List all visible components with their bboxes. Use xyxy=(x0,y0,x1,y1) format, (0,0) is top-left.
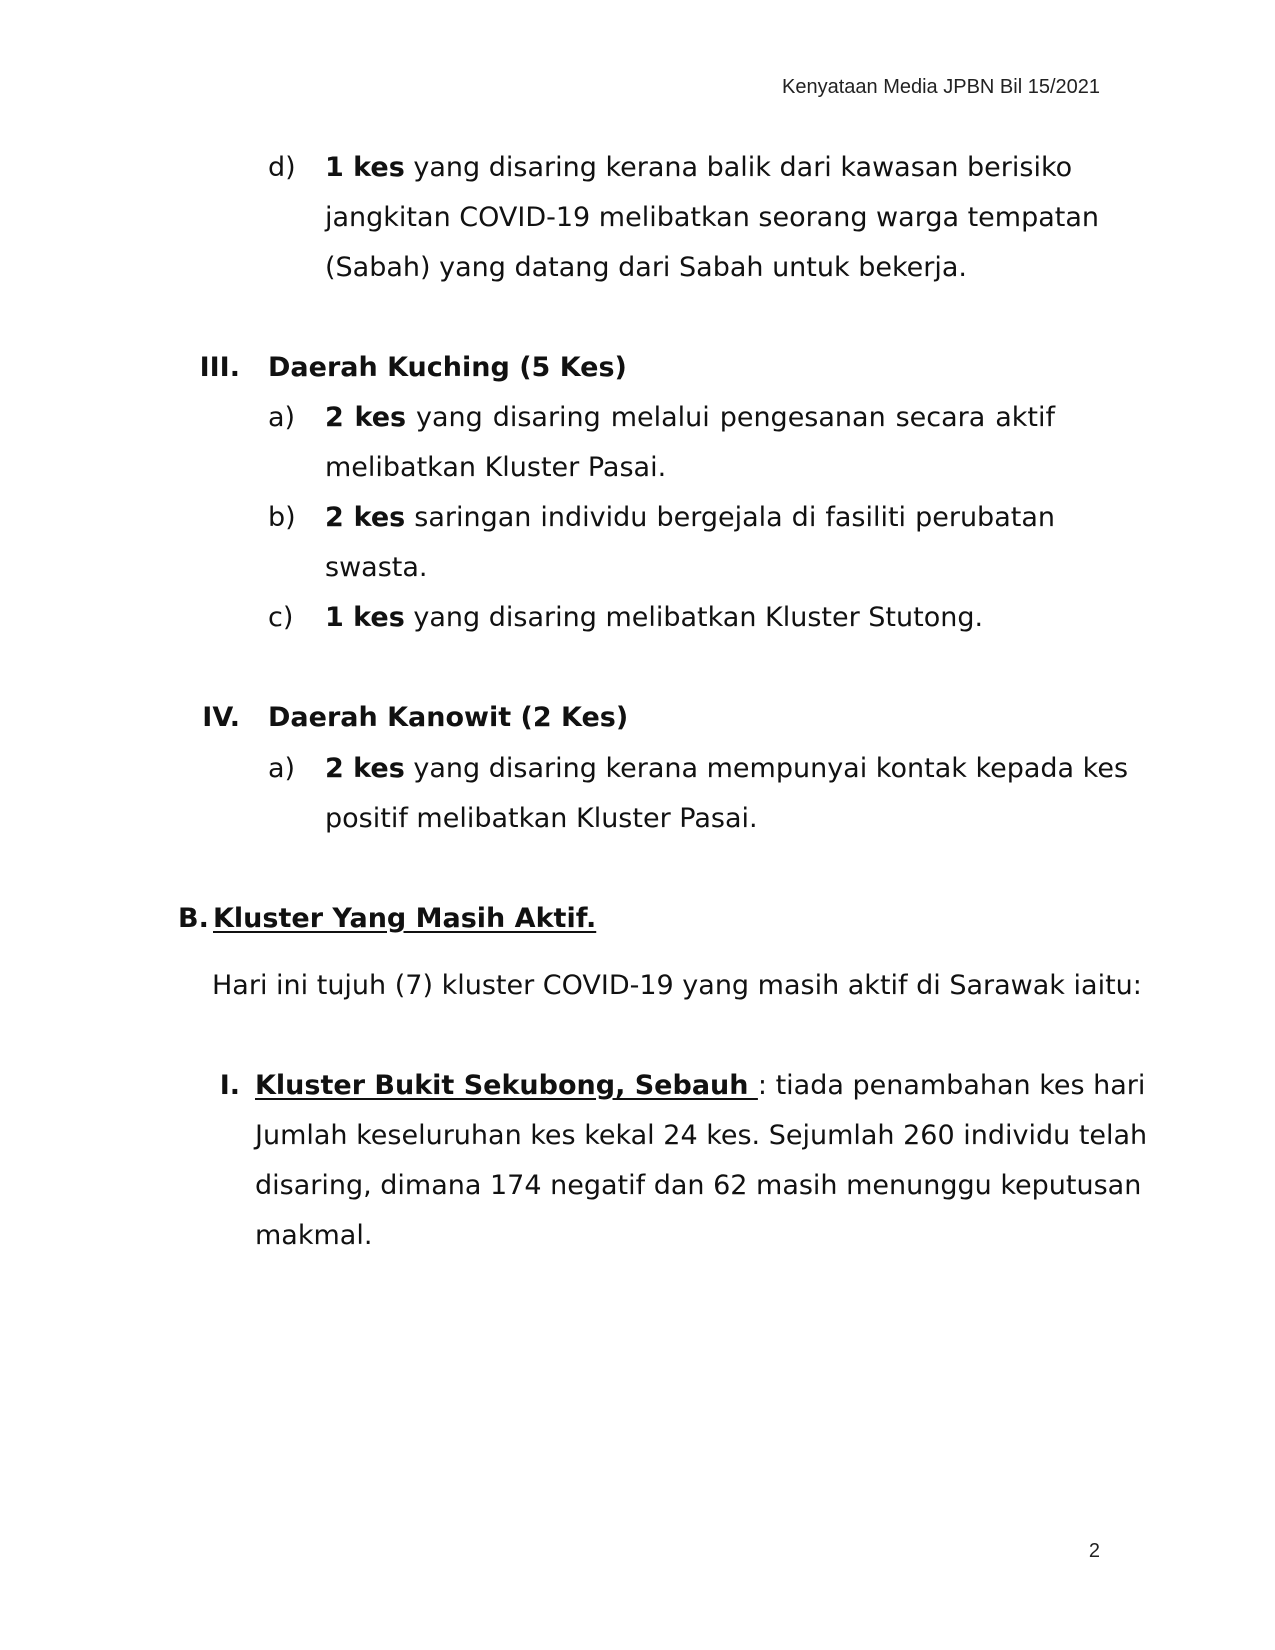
line-text: yang disaring melalui pengesanan secara aktif xyxy=(406,402,1055,433)
page-number: 2 xyxy=(1088,1540,1100,1562)
paragraph-line xyxy=(325,400,1055,436)
case-count: 1 kes xyxy=(325,152,405,183)
case-count: 2 kes xyxy=(325,402,407,433)
cluster-numeral: I. xyxy=(219,1070,240,1101)
paragraph-line: melibatkan Kluster Pasai. xyxy=(325,452,667,483)
section-letter: B. xyxy=(178,903,209,934)
item-marker: d) xyxy=(268,152,296,183)
paragraph-line: disaring, dimana 174 negatif dan 62 masih menunggu keputusan xyxy=(255,1170,1142,1201)
line-text: yang disaring melibatkan Kluster Stutong. xyxy=(404,602,984,633)
section-heading: Kluster Yang Masih Aktif. xyxy=(213,903,597,934)
paragraph-line: Jumlah keseluruhan kes kekal 24 kes. Sejumlah 260 individu telah xyxy=(255,1120,1148,1151)
case-count: 2 kes xyxy=(325,502,406,533)
paragraph-line xyxy=(325,751,1128,787)
line-text: yang disaring kerana mempunyai kontak kepada kes xyxy=(404,753,1129,784)
paragraph-line xyxy=(325,600,983,636)
section-heading: Daerah Kuching (5 Kes) xyxy=(268,352,627,383)
line-text: yang disaring kerana balik dari kawasan berisiko xyxy=(404,152,1073,183)
case-count: 1 kes xyxy=(325,602,405,633)
paragraph-line: (Sabah) yang datang dari Sabah untuk bekerja. xyxy=(325,252,967,283)
section-numeral: III. xyxy=(199,352,240,383)
line-text: saringan individu bergejala di fasiliti perubatan xyxy=(405,502,1055,533)
paragraph-line: positif melibatkan Kluster Pasai. xyxy=(325,803,758,834)
section-numeral: IV. xyxy=(202,702,240,733)
cluster-name: Kluster Bukit Sekubong, Sebauh xyxy=(255,1070,758,1101)
paragraph-line xyxy=(325,500,1055,536)
document-header: Kenyataan Media JPBN Bil 15/2021 xyxy=(782,76,1100,98)
item-marker: a) xyxy=(268,753,296,784)
paragraph-line: jangkitan COVID-19 melibatkan seorang warga tempatan xyxy=(325,202,1100,233)
paragraph-line: swasta. xyxy=(325,552,428,583)
item-marker: a) xyxy=(268,402,296,433)
line-text: : tiada penambahan kes hari xyxy=(757,1070,1146,1101)
item-marker: b) xyxy=(268,502,296,533)
intro-paragraph: Hari ini tujuh (7) kluster COVID-19 yang masih aktif di Sarawak iaitu: xyxy=(212,970,1142,1001)
paragraph-line xyxy=(325,150,1073,186)
case-count: 2 kes xyxy=(325,753,405,784)
paragraph-line: makmal. xyxy=(255,1220,373,1251)
item-marker: c) xyxy=(268,602,294,633)
section-heading: Daerah Kanowit (2 Kes) xyxy=(268,702,629,733)
paragraph-line xyxy=(255,1068,1145,1104)
